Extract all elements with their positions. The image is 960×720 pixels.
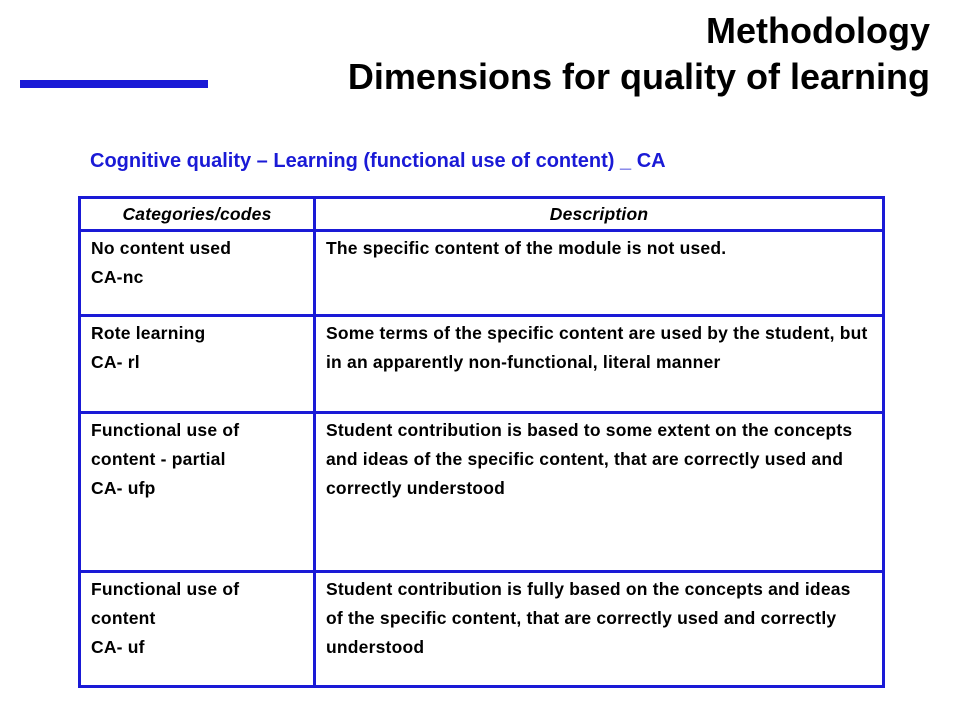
category-cell	[80, 413, 315, 572]
category-name-cont: content	[91, 608, 156, 628]
description-cell: Student contribution is based to some extent on the concepts and ideas of the specific content, that are correctly used and correctly understood	[315, 413, 884, 572]
description-cell: Some terms of the specific content are used by the student, but in an apparently non-functional, literal manner	[315, 316, 884, 413]
table-row	[80, 413, 884, 572]
title-line-2: Dimensions for quality of learning	[347, 56, 930, 97]
table-row	[80, 572, 884, 687]
description-cell: Student contribution is fully based on the concepts and ideas of the specific content, that are correctly used and correctly understood	[315, 572, 884, 687]
category-code: CA-nc	[91, 267, 144, 287]
category-cell	[80, 572, 315, 687]
category-code: CA- rl	[91, 352, 140, 372]
category-name: Functional use of	[91, 420, 240, 440]
category-cell	[80, 231, 315, 316]
category-code: CA- ufp	[91, 478, 156, 498]
section-subtitle: Cognitive quality – Learning (functional use of content) _ CA	[90, 150, 666, 172]
category-name: Rote learning	[91, 323, 206, 343]
category-name-cont: content - partial	[91, 449, 226, 469]
header-categories: Categories/codes	[80, 198, 315, 231]
categories-table	[78, 196, 885, 688]
page-title	[348, 8, 930, 100]
header-description: Description	[315, 198, 884, 231]
table-row	[80, 231, 884, 316]
title-line-1: Methodology	[706, 10, 930, 51]
table-row	[80, 316, 884, 413]
category-code: CA- uf	[91, 637, 145, 657]
table-header-row	[80, 198, 884, 231]
description-cell: The specific content of the module is not used.	[315, 231, 884, 316]
category-cell	[80, 316, 315, 413]
title-accent-line	[20, 80, 208, 88]
category-name: No content used	[91, 238, 232, 258]
category-name: Functional use of	[91, 579, 240, 599]
